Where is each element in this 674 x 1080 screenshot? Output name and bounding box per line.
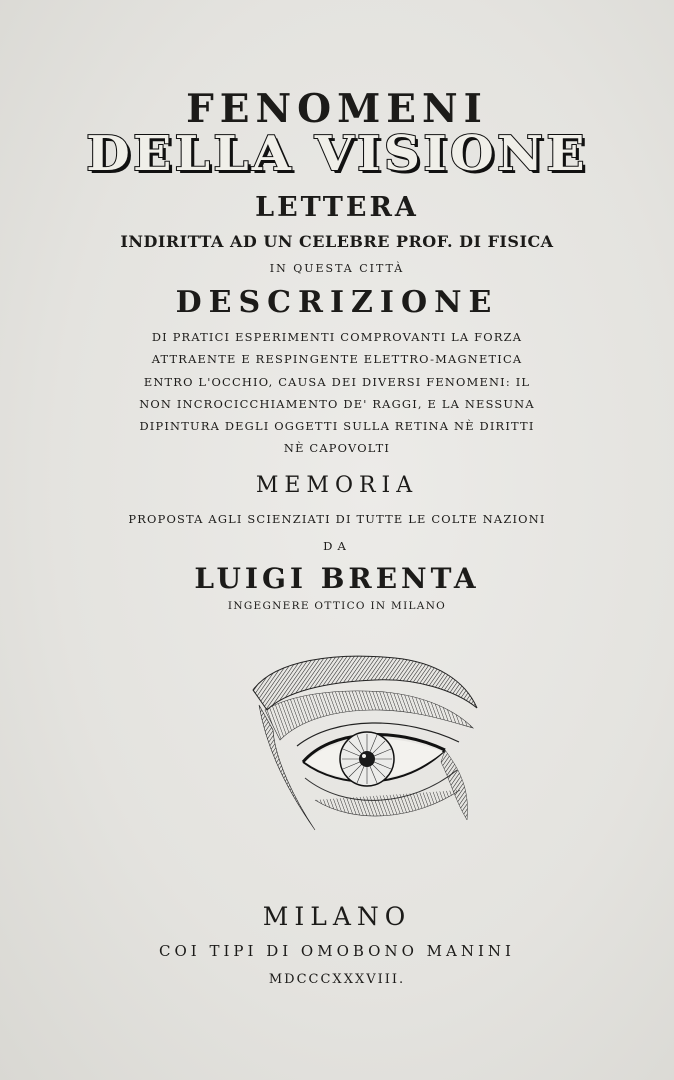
by-line: DA [323, 539, 351, 553]
author-title: INGEGNERE OTTICO IN MILANO [227, 600, 447, 612]
dedication-line: INDIRITTA AD UN CELEBRE PROF. DI FISICA [120, 232, 554, 251]
description-line: DIPINTURA DEGLI OGGETTI SULLA RETINA NÈ DIRITTI [139, 419, 535, 433]
subtitle-lettera: LETTERA [255, 192, 419, 223]
heading-descrizione: DESCRIZIONE [175, 285, 499, 320]
title-line-2: DELLA VISIONE [86, 126, 588, 182]
eye-engraving-icon [245, 650, 485, 840]
description-line: NON INCROCICCHIAMENTO DE' RAGGI, E LA NESSUNA [139, 397, 535, 411]
description-line: ENTRO L'OCCHIO, CAUSA DEI DIVERSI FENOMENI: IL [143, 375, 531, 389]
in-questa-citta: IN QUESTA CITTÀ [269, 262, 405, 275]
imprint-printer: COI TIPI DI OMOBONO MANINI [159, 942, 515, 960]
imprint-year: MDCCCXXXVIII. [268, 972, 406, 987]
title-line-1: FENOMENI [186, 86, 488, 132]
heading-memoria: MEMORIA [255, 473, 419, 498]
author-name: LUIGI BRENTA [194, 562, 480, 595]
description-line: ATTRAENTE E RESPINGENTE ELETTRO-MAGNETICA [151, 352, 523, 366]
imprint-city: MILANO [262, 902, 412, 931]
proposta-line: PROPOSTA AGLI SCIENZIATI DI TUTTE LE COLTE NAZIONI [128, 512, 546, 526]
description-line: DI PRATICI ESPERIMENTI COMPROVANTI LA FORZA [151, 330, 523, 344]
description-line: NÈ CAPOVOLTI [283, 441, 391, 455]
